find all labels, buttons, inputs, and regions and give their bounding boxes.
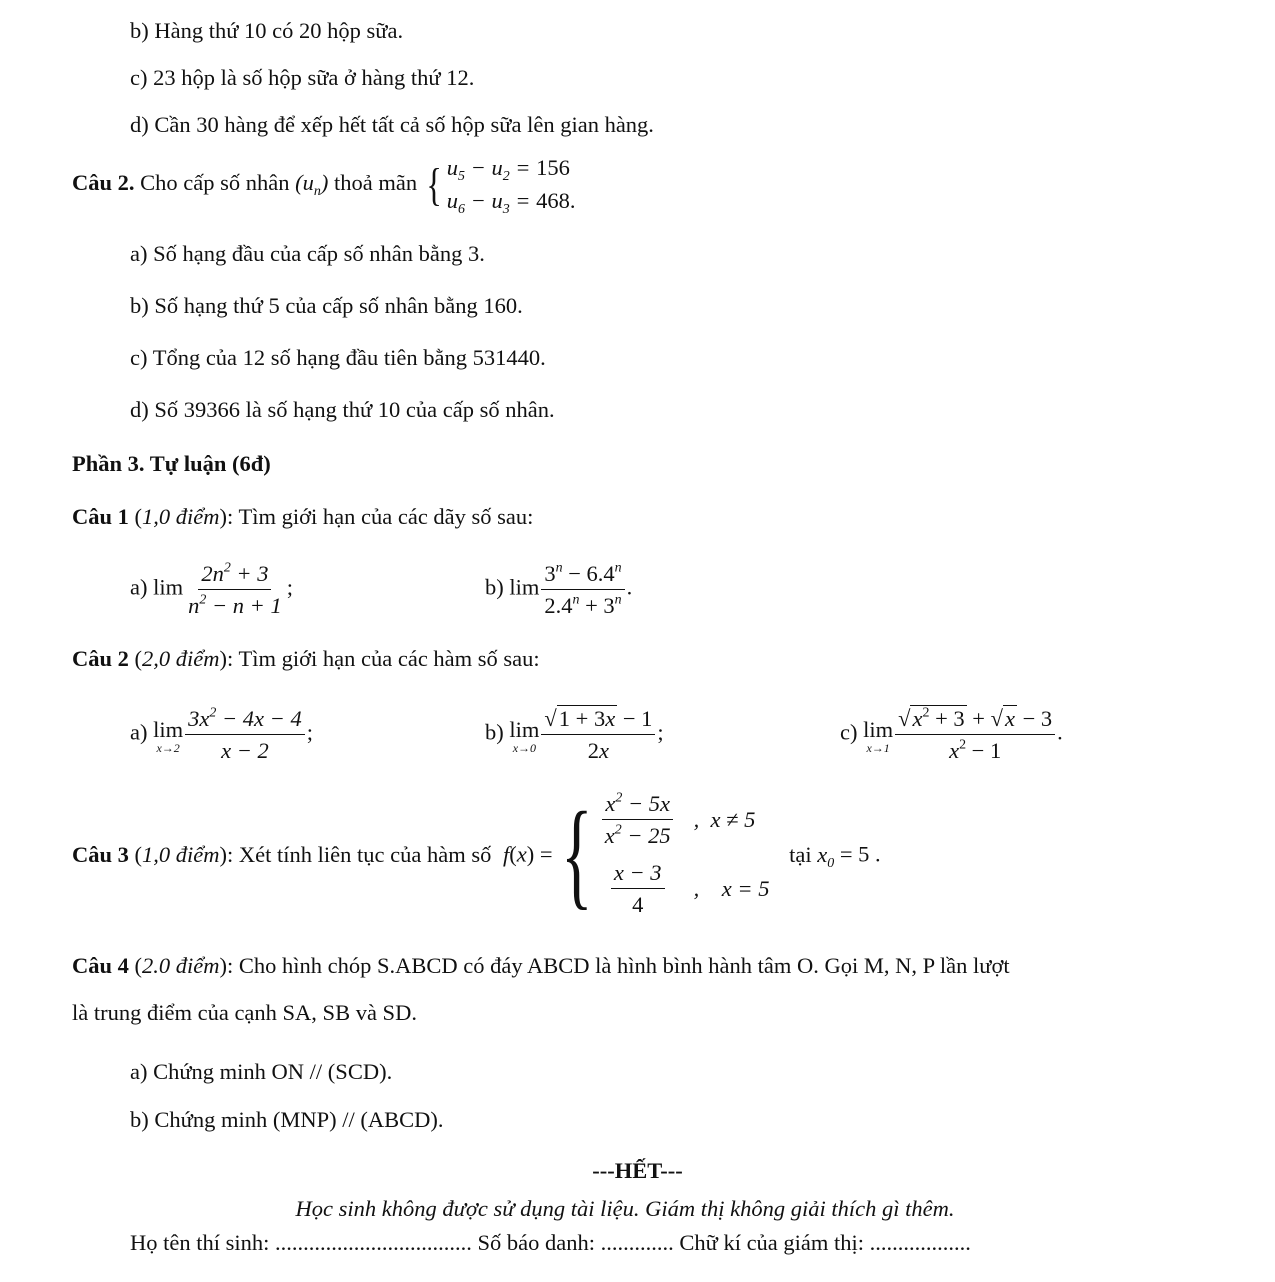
- q2-system: { $u_5 - u_2 = 156$ $u_6 - u_3 = 468$.: [423, 152, 576, 217]
- part3-title: Phần 3. Tự luận (6đ): [72, 451, 271, 476]
- tl1-a: a) lim $\frac{2n^2 + 3}{n^2 - n + 1}$ ;: [130, 560, 293, 618]
- tl4-b: b) Chứng minh (MNP) // (ABCD).: [130, 1107, 444, 1132]
- tl4-line2: là trung điểm của cạnh SA, SB và SD.: [72, 1000, 417, 1025]
- q2-item-c: c) Tổng của 12 số hạng đầu tiên bằng 531440.: [130, 345, 546, 370]
- q2-label: Câu 2.: [72, 169, 135, 195]
- q2-item-b: b) Số hạng thứ 5 của cấp số nhân bằng 160.: [130, 293, 523, 318]
- tl3-statement: Câu 3 (1,0 điểm): Xét tính liên tục của hàm số f(x) = { $\frac{x^2 - 5x}{x^2 - 25}$ , x ≠ 5 $\frac{x - 3}{4}$ , x = 5 tại $x_0 = 5$ .: [72, 787, 881, 920]
- end-mark: ---HẾT---: [592, 1158, 683, 1183]
- q2-text: Cho cấp số nhân: [140, 169, 290, 195]
- candidate-footer: Họ tên thí sinh: ................................... Số báo danh: ............. Chữ kí của giám thị: ..................: [130, 1230, 971, 1255]
- q1-item-d: d) Cần 30 hàng để xếp hết tất cả số hộp sữa lên gian hàng.: [130, 112, 654, 137]
- tl1-b: b) lim $\frac{3^n - 6.4^n}{2.4^n + 3^n}$ .: [485, 560, 633, 618]
- q2-text-mid: thoả mãn: [333, 169, 418, 195]
- q2-item-d: d) Số 39366 là số hạng thứ 10 của cấp số nhân.: [130, 397, 555, 422]
- q2-item-a: a) Số hạng đầu của cấp số nhân bằng 3.: [130, 241, 485, 266]
- q2-statement: [72, 152, 575, 217]
- exam-note: Học sinh không được sử dụng tài liệu. Giám thị không giải thích gì thêm.: [295, 1196, 955, 1221]
- tl2-c: c) lim x→1 $\frac{√x^2 + 3 + √x - 3}{x^2 - 1}$ .: [840, 705, 1063, 763]
- tl4-a: a) Chứng minh ON // (SCD).: [130, 1059, 393, 1084]
- tl2-a: a) lim x→2 $\frac{3x^2 - 4x - 4}{x - 2}$ ;: [130, 705, 313, 763]
- q2-eq1: $u_5 - u_2 = 156$: [446, 155, 570, 184]
- q2-eq2: $u_6 - u_3 = 468$.: [446, 187, 576, 217]
- q1-item-b: b) Hàng thứ 10 có 20 hộp sữa.: [130, 18, 404, 43]
- tl1-statement: Câu 1 (1,0 điểm): Tìm giới hạn của các dãy số sau:: [72, 504, 534, 529]
- q2-sequence: $(u_n)$: [295, 169, 329, 199]
- tl2-statement: Câu 2 (2,0 điểm): Tìm giới hạn của các hàm số sau:: [72, 646, 540, 671]
- tl2-b: b) lim x→0 $\frac{√1 + 3x - 1}{2x}$ ;: [485, 706, 664, 763]
- q1-item-c: c) 23 hộp là số hộp sữa ở hàng thứ 12.: [130, 65, 475, 90]
- tl4-statement: Câu 4 (2.0 điểm): Cho hình chóp S.ABCD có đáy ABCD là hình bình hành tâm O. Gọi M, N, P lần lượt: [72, 953, 1010, 978]
- tl3-piecewise: { $\frac{x^2 - 5x}{x^2 - 25}$ , x ≠ 5 $\frac{x - 3}{4}$ , x = 5: [561, 787, 770, 920]
